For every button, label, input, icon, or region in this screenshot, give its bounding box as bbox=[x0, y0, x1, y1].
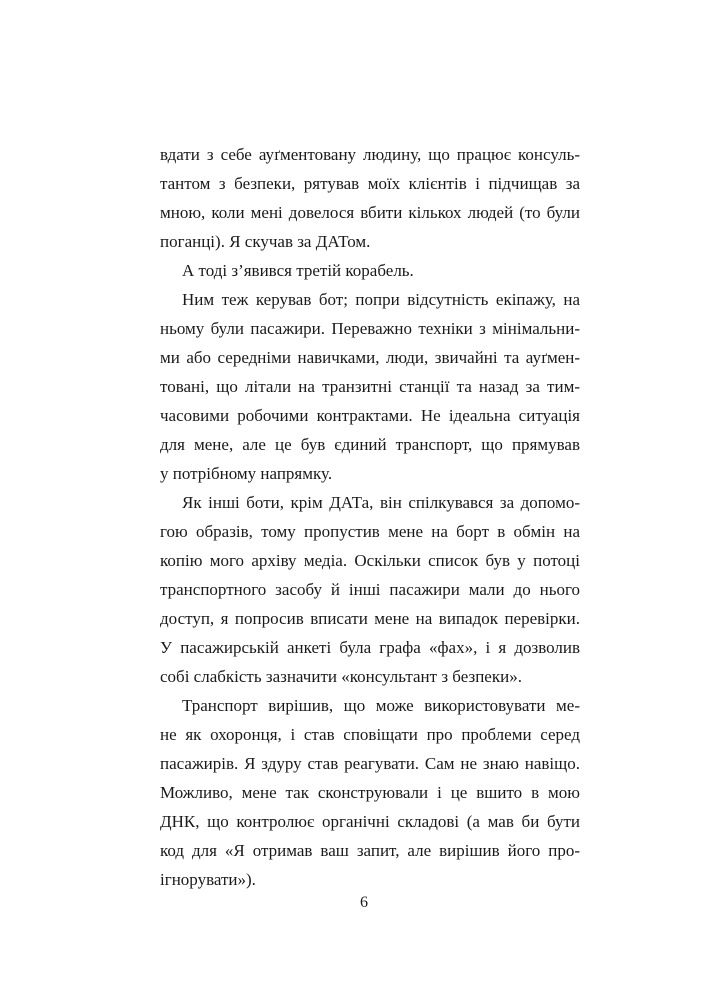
text-line: доступ, я попросив вписати мене на випадок перевірки. bbox=[160, 609, 580, 628]
page-body-text bbox=[160, 140, 580, 894]
paragraph-first-line: Як інші боти, крім ДАТа, він спілкувався за допомо- bbox=[182, 493, 580, 512]
text-line: ньому були пасажири. Переважно техніки з мінімальни- bbox=[160, 319, 580, 338]
text-line: собі слабкість зазначити «консультант з безпеки». bbox=[160, 667, 522, 686]
text-line: Можливо, мене так сконструювали і це вшито в мою bbox=[160, 783, 580, 802]
text-line: транспортного засобу й інші пасажири мали до нього bbox=[160, 580, 580, 599]
text-line: копію мого архіву медіа. Оскільки список був у потоці bbox=[160, 551, 580, 570]
text-line: ігнорувати»). bbox=[160, 870, 256, 889]
text-line: вдати з себе ауґментовану людину, що працює консуль- bbox=[160, 145, 580, 164]
text-line: код для «Я отримав ваш запит, але вирішив його про- bbox=[160, 841, 580, 860]
page-number: 6 bbox=[360, 894, 368, 911]
text-line: ДНК, що контролює органічні складові (а мав би бути bbox=[160, 812, 580, 831]
text-line: товані, що літали на транзитні станції та назад за тим- bbox=[160, 377, 580, 396]
paragraph-first-line: Транспорт вирішив, що може використовувати ме- bbox=[182, 696, 580, 715]
text-line: поганці). Я скучав за ДАТом. bbox=[160, 232, 371, 251]
paragraph-first-line: Ним теж керував бот; попри відсутність екіпажу, на bbox=[182, 290, 580, 309]
text-line: У пасажирській анкеті була графа «фах», і я дозволив bbox=[160, 638, 580, 657]
text-line: пасажирів. Я здуру став реагувати. Сам не знаю навіщо. bbox=[160, 754, 580, 773]
text-line: тантом з безпеки, рятував моїх клієнтів і підчищав за bbox=[160, 174, 580, 193]
text-line: гою образів, тому пропустив мене на борт в обмін на bbox=[160, 522, 580, 541]
text-line: ми або середніми навичками, люди, звичайні та ауґмен- bbox=[160, 348, 580, 367]
text-line: у потрібному напрямку. bbox=[160, 464, 333, 483]
paragraph-first-line: А тоді з’явився третій корабель. bbox=[182, 261, 414, 280]
text-line: не як охоронця, і став сповіщати про проблеми серед bbox=[160, 725, 580, 744]
text-line: мною, коли мені довелося вбити кількох людей (то були bbox=[160, 203, 580, 222]
text-line: часовими робочими контрактами. Не ідеальна ситуація bbox=[160, 406, 580, 425]
text-line: для мене, але це був єдиний транспорт, що прямував bbox=[160, 435, 580, 454]
